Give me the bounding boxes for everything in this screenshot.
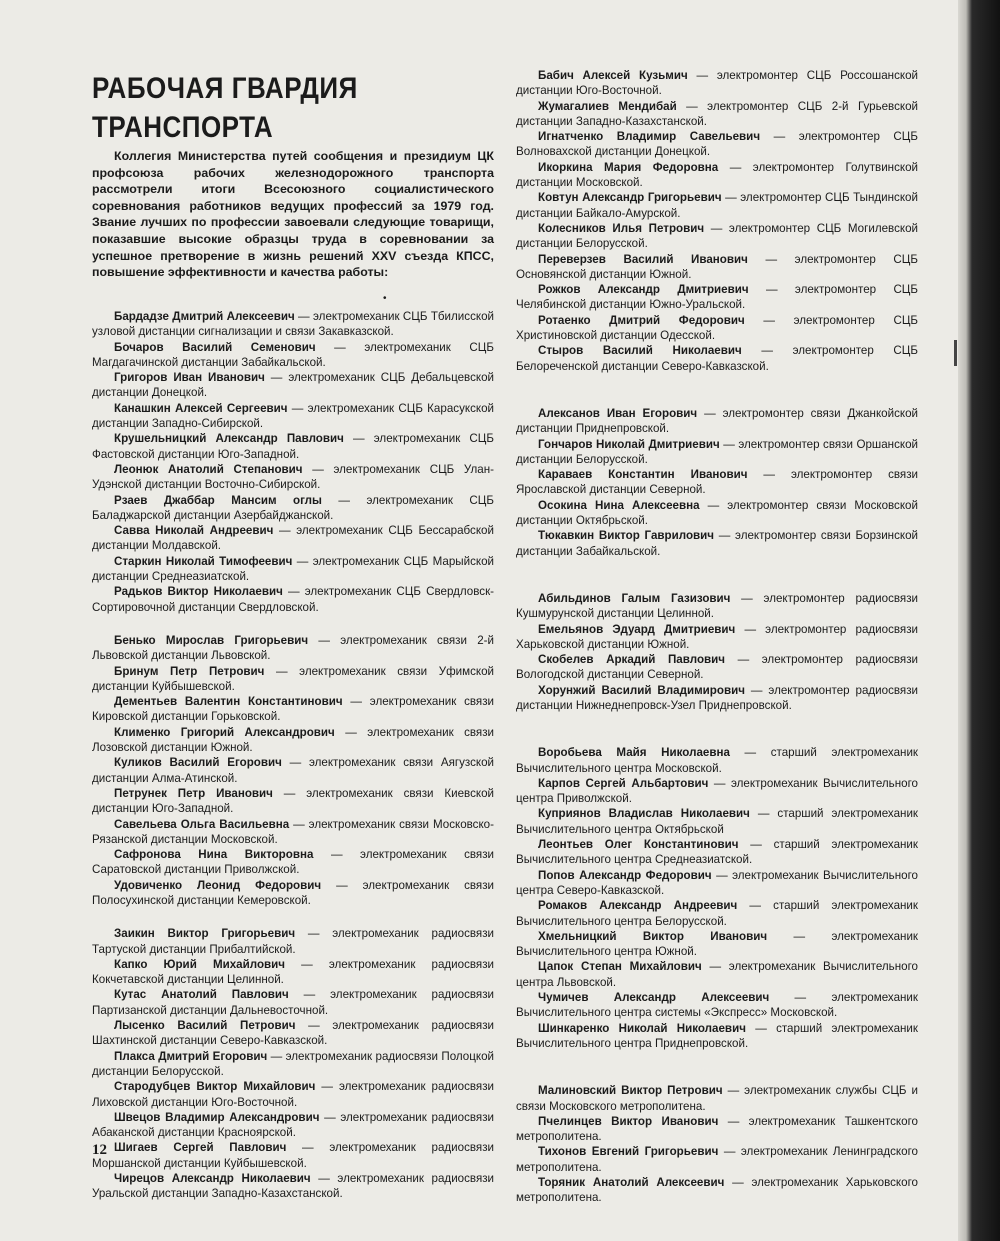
person-description: — электромеханик связи Аягузской дистанции Алма-Атинской.	[92, 756, 494, 785]
person-name: Заикин Виктор Григорьевич	[114, 927, 296, 941]
award-entry	[92, 725, 494, 756]
person-name: Ротаенко Дмитрий Федорович	[538, 313, 745, 327]
person-name: Бенько Мирослав Григорьевич	[114, 633, 309, 647]
person-description: — электромеханик Вычислительного центра системы «Экспресс» Московской.	[516, 991, 918, 1020]
person-description: — электромеханик связи Саратовской дистанции Приволжской.	[92, 848, 494, 877]
award-entry	[92, 493, 494, 524]
person-description: — электромеханик радиосвязи Лиховской дистанции Юго-Восточной.	[92, 1080, 494, 1109]
award-entry	[92, 817, 494, 848]
page-edge-shadow	[958, 0, 1000, 1241]
person-name: Чирецов Александр Николаевич	[114, 1172, 311, 1186]
person-description: — электромеханик СЦБ Фастовской дистанции Юго-Западной.	[92, 432, 494, 461]
person-name: Пчелинцев Виктор Иванович	[538, 1114, 719, 1128]
award-entry	[516, 498, 918, 529]
person-name: Кутас Анатолий Павлович	[114, 988, 289, 1002]
person-description: — электромонтер связи Ярославской дистанции Северной.	[516, 468, 918, 497]
award-entry	[92, 584, 494, 615]
person-description: — электромеханик Вычислительного центра Северо-Кавказской.	[516, 868, 918, 897]
award-group	[516, 406, 918, 559]
person-name: Ковтун Александр Григорьевич	[538, 191, 722, 205]
award-entry	[92, 633, 494, 664]
person-name: Плакса Дмитрий Егорович	[114, 1049, 268, 1063]
person-description: — электромеханик связи Киевской дистанции Юго-Западной.	[92, 786, 494, 816]
person-description: — электромонтер радиосвязи дистанции Нижнеднепровск-Узел Приднепровской.	[516, 683, 919, 712]
person-name: Хмельницкий Виктор Иванович	[538, 929, 768, 943]
person-description: — электромонтер радиосвязи Вологодской дистанции Северной.	[516, 653, 919, 682]
award-entry	[92, 847, 494, 878]
award-entry	[92, 1018, 494, 1049]
award-entry	[516, 652, 918, 683]
person-description: — электромеханик радиосвязи Шахтинской дистанции Северо-Кавказской.	[92, 1019, 494, 1048]
margin-mark	[954, 340, 957, 366]
person-name: Скобелев Аркадий Павлович	[538, 653, 726, 667]
person-name: Емельянов Эдуард Дмитриевич	[538, 622, 736, 636]
person-description: — электромонтер радиосвязи Харьковской дистанции Южной.	[516, 622, 918, 651]
award-entry	[516, 776, 918, 807]
person-description: — старший электромеханик Вычислительного центра Октябрьской	[516, 807, 918, 836]
award-entry	[516, 591, 918, 622]
award-entry	[516, 221, 918, 252]
award-entry	[516, 622, 918, 653]
person-description: — электромонтер СЦБ Могилевской дистанции Белорусской.	[516, 221, 918, 251]
award-entry	[516, 1144, 918, 1175]
person-name: Капко Юрий Михайлович	[114, 957, 286, 971]
award-entry	[92, 694, 494, 725]
award-entry	[516, 868, 918, 899]
person-description: — электромонтер СЦБ 2-й Гурьевской дистанции Западно-Казахстанской.	[516, 99, 919, 128]
person-description: — электромонтер связи Оршанской дистанции Белорусской.	[516, 437, 918, 466]
award-entry	[92, 957, 494, 988]
person-name: Гончаров Николай Дмитриевич	[538, 437, 720, 451]
award-entry	[516, 528, 918, 559]
award-entry	[92, 926, 494, 957]
award-entry	[92, 554, 494, 585]
award-group	[92, 926, 494, 1201]
person-description: — электромонтер СЦБ Волноваxской дистанции Донецкой.	[516, 130, 918, 159]
person-description: — электромеханик СЦБ Бессарабской дистанции Молдавской.	[92, 524, 494, 553]
person-description: — электромонтер СЦБ Основянской дистанции Южной.	[516, 252, 918, 281]
person-description: — электромеханик радиосвязи Полоцкой дистанции Белорусской.	[92, 1049, 494, 1078]
award-group	[92, 309, 494, 615]
award-entry	[516, 99, 918, 130]
person-name: Старкин Николай Тимофеевич	[114, 554, 293, 568]
person-name: Стыров Василий Николаевич	[538, 344, 742, 358]
person-name: Бочаров Василий Семенович	[114, 340, 316, 354]
award-entry	[516, 1083, 918, 1114]
award-entry	[516, 252, 918, 283]
person-name: Стародубцев Виктор Михайлович	[114, 1080, 316, 1094]
award-entry	[92, 523, 494, 554]
person-description: — электромеханик Ленинградского метрополитена.	[516, 1145, 918, 1174]
person-name: Бардадзе Дмитрий Алексеевич	[114, 310, 295, 323]
award-entry	[516, 1175, 918, 1206]
person-name: Куликов Василий Егорович	[114, 756, 282, 770]
person-description: — старший электромеханик Вычислительного центра Приднепровской.	[516, 1021, 918, 1050]
award-entry	[92, 1079, 494, 1110]
person-name: Малиновский Виктор Петрович	[538, 1084, 723, 1098]
award-entry	[92, 987, 494, 1018]
person-name: Игнатченко Владимир Савельевич	[538, 130, 761, 144]
person-description: — электромеханик СЦБ Свердловск-Сортировочной дистанции Свердловской.	[92, 585, 495, 614]
person-name: Шигаев Сергей Павлович	[114, 1141, 287, 1155]
article-title: РАБОЧАЯ ГВАРДИЯ ТРАНСПОРТА	[92, 70, 358, 144]
person-name: Попов Александр Федорович	[538, 868, 712, 882]
award-entry	[92, 1049, 494, 1080]
intro-paragraph: Коллегия Министерства путей сообщения и президиум ЦК профсоюза рабочих железнодорожного транспорта рассмотрели итоги Всесоюзного социалистического соревнования работников ведущих профессий за 1979 год. Звание лучших по профессии завоевали следующие товарищи, показавшие высокие образцы труда в соревновании за успешное претворение в жизнь решений XXV съезда КПСС, повышение эффективности и качества работы:	[92, 149, 494, 280]
award-entry	[92, 401, 494, 432]
award-entry	[516, 282, 918, 313]
person-description: — электромонтер Голутвинской дистанции Московской.	[516, 160, 919, 190]
person-name: Удовиченко Леонид Федорович	[114, 878, 322, 892]
person-name: Канашкин Алексей Сергеевич	[114, 401, 288, 415]
person-name: Переверзев Василий Иванович	[538, 252, 748, 266]
person-description: — электромонтер СЦБ Тындинской дистанции Байкало-Амурской.	[516, 191, 918, 220]
person-description: — электромеханик СЦБ Тбилисской узловой дистанции сигнализации и связи Закавказской.	[92, 310, 494, 339]
award-entry	[92, 309, 494, 340]
award-entry	[516, 406, 918, 437]
person-name: Ромаков Александр Андреевич	[538, 899, 738, 913]
award-entry	[516, 990, 918, 1021]
person-name: Чумичев Александр Алексеевич	[538, 991, 770, 1005]
person-name: Цапок Степан Михайлович	[538, 960, 702, 974]
award-entry	[92, 786, 494, 817]
person-name: Карпов Сергей Альбартович	[538, 776, 709, 790]
person-name: Икоркина Мария Федоровна	[538, 160, 719, 174]
award-entry	[92, 755, 494, 786]
person-name: Куприянов Владислав Николаевич	[538, 807, 750, 821]
person-name: Тюкавкин Виктор Гаврилович	[538, 529, 715, 543]
award-entry	[92, 340, 494, 371]
person-description: — электромеханик службы СЦБ и связи Московского метрополитена.	[516, 1084, 919, 1113]
person-name: Леонюк Анатолий Степанович	[114, 462, 303, 476]
person-description: — старший электромеханик Вычислительного центра Белорусской.	[516, 899, 918, 928]
person-name: Хорунжий Василий Владимирович	[538, 683, 745, 697]
person-description: — электромеханик связи Лозовской дистанции Южной.	[92, 725, 494, 755]
person-description: — электромеханик радиосвязи Партизанской дистанции Дальневосточной.	[92, 988, 495, 1017]
person-name: Дементьев Валентин Константинович	[114, 695, 343, 709]
award-entry	[516, 467, 918, 498]
person-description: — электромеханик радиосвязи Абаканской дистанции Красноярской.	[92, 1110, 494, 1140]
award-group	[516, 1083, 918, 1205]
person-name: Рожков Александр Дмитриевич	[538, 283, 749, 297]
person-description: — электромеханик СЦБ Дебальцевской дистанции Донецкой.	[92, 371, 494, 400]
person-description: — электромеханик связи 2-й Львовской дистанции Львовской.	[92, 633, 495, 663]
award-entry	[516, 313, 918, 344]
award-entry	[516, 190, 918, 221]
person-name: Шинкаренко Николай Николаевич	[538, 1021, 746, 1035]
person-name: Крушельницкий Александр Павлович	[114, 432, 344, 446]
award-entry	[92, 462, 494, 493]
person-name: Григоров Иван Иванович	[114, 371, 265, 385]
person-name: Радьков Виктор Николаевич	[114, 585, 283, 599]
person-description: — старший электромеханик Вычислительного центра Среднеазиатской.	[516, 838, 918, 867]
person-description: — электромонтер связи Московской дистанции Октябрьской.	[516, 498, 918, 528]
person-description: — электромеханик СЦБ Карасукской дистанции Западно-Сибирской.	[92, 401, 494, 431]
page-number: 12	[92, 1142, 107, 1158]
person-name: Лысенко Василий Петрович	[114, 1019, 296, 1033]
person-name: Абильдинов Галым Газизович	[538, 591, 731, 605]
award-group	[516, 591, 918, 713]
person-name: Жумагалиев Мендибай	[538, 99, 677, 113]
person-name: Бабич Алексей Кузьмич	[538, 69, 688, 82]
award-entry	[516, 898, 918, 929]
divider-dot: •	[383, 293, 387, 304]
award-entry	[92, 1171, 494, 1202]
award-entry	[92, 370, 494, 401]
person-description: — электромеханик связи Московско-Рязанской дистанции Московской.	[92, 817, 494, 846]
right-column	[516, 68, 918, 1206]
person-description: — электромонтер СЦБ Христиновской дистанции Одесской.	[516, 313, 918, 343]
person-description: — электромеханик радиосвязи Кокчетавской дистанции Целинной.	[92, 957, 494, 987]
award-entry	[516, 68, 918, 99]
award-group	[516, 745, 918, 1051]
person-name: Клименко Григорий Александрович	[114, 725, 335, 739]
person-description: — электромеханик связи Уфимской дистанции Куйбышевской.	[92, 664, 494, 693]
person-description: — электромонтер радиосвязи Кушмурунской дистанции Целинной.	[516, 591, 918, 621]
person-description: — электромеханик радиосвязи Тартуской дистанции Прибалтийской.	[92, 927, 495, 956]
person-description: — старший электромеханик Вычислительного центра Московской.	[516, 746, 918, 775]
person-name: Рзаев Джаббар Мансим оглы	[114, 493, 322, 507]
person-name: Леонтьев Олег Константинович	[538, 838, 739, 852]
person-description: — электромеханик СЦБ Баладжарской дистанции Азербайджанской.	[92, 493, 494, 522]
person-description: — электромеханик СЦБ Марыйской дистанции Среднеазиатской.	[92, 554, 495, 584]
person-description: — электромеханик связи Кировской дистанции Горьковской.	[92, 695, 494, 724]
person-name: Тихонов Евгений Григорьевич	[538, 1145, 719, 1159]
person-name: Осокина Нина Алексеевна	[538, 498, 700, 512]
award-entry	[516, 806, 918, 837]
award-entry	[516, 745, 918, 776]
award-entry	[516, 683, 918, 714]
person-description: — электромеханик радиосвязи Уральской дистанции Западно-Казахстанской.	[92, 1172, 495, 1201]
person-name: Караваев Константин Иванович	[538, 468, 748, 482]
award-entry	[516, 837, 918, 868]
person-name: Савва Николай Андреевич	[114, 524, 274, 538]
person-description: — электромонтер СЦБ Челябинской дистанции Южно-Уральской.	[516, 283, 918, 312]
award-entry	[516, 1021, 918, 1052]
person-name: Сафронова Нина Викторовна	[114, 848, 314, 862]
person-description: — электромеханик Вычислительного центра Южной.	[516, 929, 918, 959]
award-entry	[92, 878, 494, 909]
person-name: Бринум Петр Петрович	[114, 664, 265, 678]
award-entry	[516, 1114, 918, 1145]
award-group	[516, 68, 918, 374]
person-description: — электромеханик Вычислительного центра Приволжской.	[516, 776, 918, 806]
person-description: — электромонтер СЦБ Белореченской дистанции Северо-Кавказской.	[516, 344, 918, 373]
award-entry	[516, 129, 918, 160]
person-description: — электромеханик радиосвязи Моршанской дистанции Куйбышевской.	[92, 1141, 495, 1170]
person-name: Алексанов Иван Егорович	[538, 406, 698, 420]
award-entry	[92, 1140, 494, 1171]
person-description: — электромеханик связи Полосухинской дистанции Кемеровской.	[92, 878, 494, 907]
award-entry	[516, 343, 918, 374]
award-entry	[92, 1110, 494, 1141]
person-name: Колесников Илья Петрович	[538, 221, 705, 235]
award-group	[92, 633, 494, 908]
person-description: — электромонтер связи Джанкойской дистанции Приднепровской.	[516, 406, 919, 436]
award-entry	[516, 959, 918, 990]
person-description: — электромеханик СЦБ Улан-Удэнской дистанции Восточно-Сибирской.	[92, 462, 494, 492]
person-description: — электромеханик СЦБ Магдагачинской дистанции Забайкальской.	[92, 340, 494, 369]
left-column	[92, 309, 494, 1202]
award-entry	[516, 437, 918, 468]
person-name: Воробьева Майя Николаевна	[538, 746, 730, 760]
person-description: — электромеханик Вычислительного центра Львовской.	[516, 960, 918, 989]
person-name: Швецов Владимир Александрович	[114, 1110, 320, 1124]
award-entry	[92, 431, 494, 462]
person-description: — электромонтер СЦБ Россошанской дистанции Юго-Восточной.	[516, 69, 918, 98]
person-name: Савельева Ольга Васильевна	[114, 817, 290, 831]
person-name: Торяник Анатолий Алексеевич	[538, 1176, 725, 1189]
award-entry	[516, 160, 918, 191]
award-entry	[516, 929, 918, 960]
person-description: — электромеханик Харьковского метрополитена.	[516, 1176, 918, 1205]
person-description: — электромеханик Ташкентского метрополитена.	[516, 1114, 918, 1144]
award-entry	[92, 664, 494, 695]
person-description: — электромонтер связи Борзинской дистанции Забайкальской.	[516, 529, 919, 558]
person-name: Петрунек Петр Иванович	[114, 786, 273, 800]
